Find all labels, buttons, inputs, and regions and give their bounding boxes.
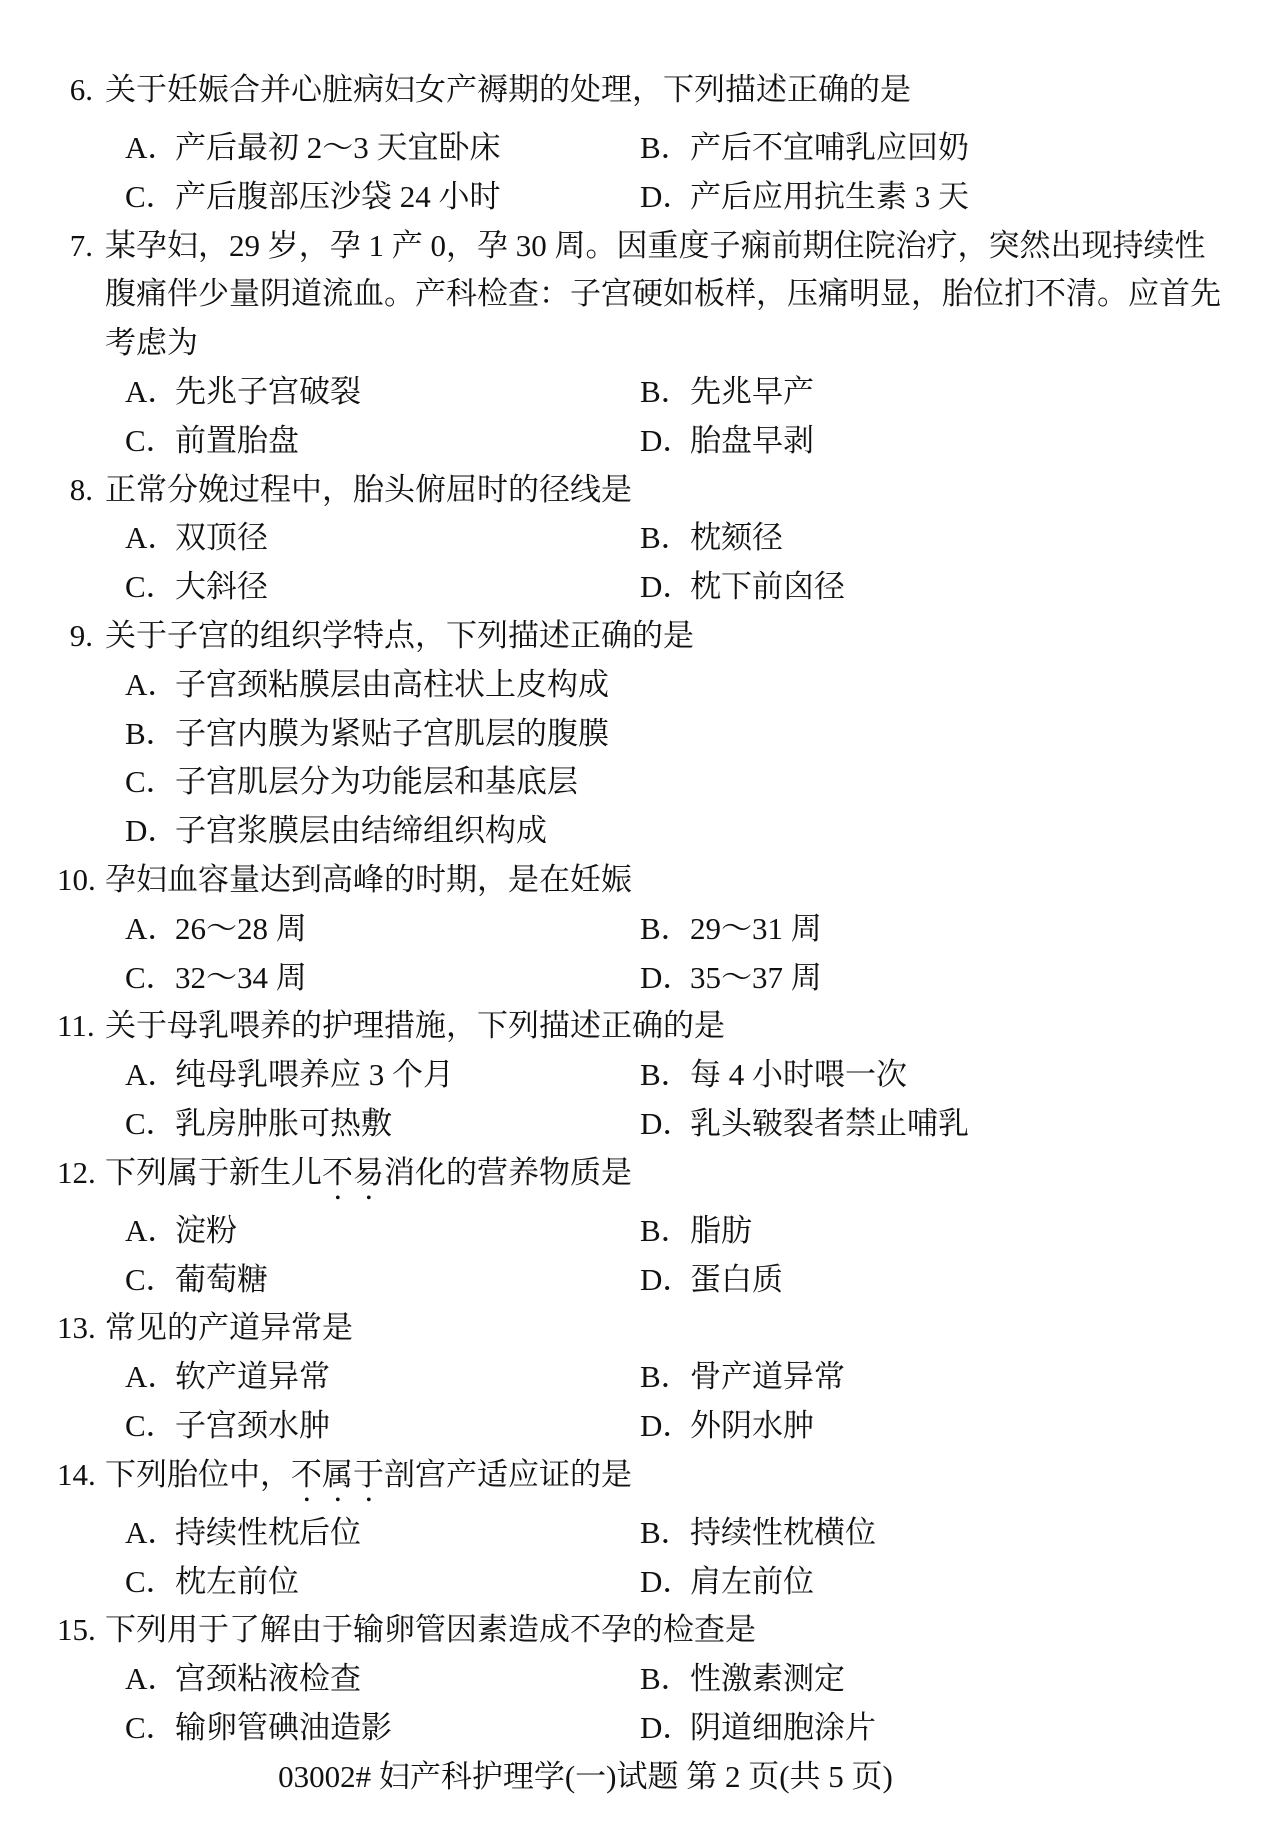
options	[125, 368, 1194, 466]
option-label: C．	[125, 1563, 177, 1599]
question-14	[57, 1451, 1194, 1607]
question-number: 15.	[57, 1612, 96, 1648]
option-label: B．	[640, 520, 692, 556]
option-text: 输卵管碘油造影	[175, 1709, 392, 1745]
option-c	[125, 1704, 640, 1753]
option-label: A．	[125, 1661, 179, 1697]
option-label: B．	[640, 910, 692, 946]
option-text: 产后最初 2～3 天宜卧床	[175, 130, 501, 165]
option-label: C．	[125, 1407, 177, 1443]
option-b	[640, 905, 1194, 954]
option-d	[640, 1558, 1194, 1607]
option-text: 枕颏径	[690, 520, 783, 556]
option-b	[640, 124, 1194, 173]
option-label: B．	[640, 1359, 692, 1395]
question-7	[57, 222, 1221, 466]
option-label: C．	[125, 569, 177, 605]
question-stem: 关于子宫的组织学特点，下列描述正确的是	[105, 617, 694, 653]
option-label: D．	[640, 959, 694, 995]
option-text: 枕左前位	[175, 1563, 299, 1599]
question-number: 9.	[69, 617, 93, 653]
option-text: 子宫颈粘膜层由高柱状上皮构成	[175, 666, 609, 702]
option-d	[640, 1256, 1194, 1305]
option-text: 纯母乳喂养应 3 个月	[175, 1057, 454, 1093]
option-b	[640, 1051, 1194, 1100]
option-text: 双顶径	[175, 520, 268, 556]
option-text: 乳房肿胀可热敷	[175, 1105, 392, 1141]
emphasized-text: 不易	[322, 1154, 384, 1190]
option-c	[125, 954, 640, 1003]
option-b	[640, 1509, 1194, 1558]
option-label: B．	[640, 130, 692, 165]
options	[125, 124, 1194, 222]
option-text: 蛋白质	[690, 1261, 783, 1297]
option-d	[640, 954, 1194, 1003]
option-text: 32～34 周	[175, 959, 307, 995]
options	[125, 1655, 1194, 1753]
option-label: A．	[125, 1212, 179, 1248]
option-b	[640, 1655, 1194, 1704]
option-c	[125, 1402, 640, 1451]
options	[125, 1207, 1194, 1305]
option-b	[640, 1207, 1194, 1256]
option-label: D．	[640, 1563, 694, 1599]
options	[125, 1051, 1194, 1149]
option-d	[640, 1100, 1194, 1149]
option-text: 宫颈粘液检查	[175, 1661, 361, 1697]
question-stem: 孕妇血容量达到高峰的时期，是在妊娠	[105, 861, 632, 897]
option-text: 肩左前位	[690, 1563, 814, 1599]
question-number: 8.	[69, 471, 93, 507]
option-text: 枕下前囟径	[690, 569, 845, 605]
option-label: D．	[125, 813, 179, 849]
option-c	[125, 1558, 640, 1607]
question-number: 12.	[57, 1154, 96, 1190]
option-b	[640, 368, 1194, 417]
question-number: 13.	[57, 1310, 96, 1346]
question-number: 6.	[69, 72, 93, 107]
option-c	[125, 417, 640, 466]
option-label: C．	[125, 1261, 177, 1297]
option-a	[125, 661, 1194, 710]
option-text: 产后不宜哺乳应回奶	[690, 130, 969, 165]
option-text: 胎盘早剥	[690, 422, 814, 458]
option-a	[125, 1509, 640, 1558]
option-d	[640, 563, 1194, 612]
option-d	[640, 1704, 1194, 1753]
option-d	[640, 173, 1194, 222]
option-text: 先兆子宫破裂	[175, 373, 361, 409]
option-text: 大斜径	[175, 569, 268, 605]
option-d	[640, 417, 1194, 466]
question-10	[57, 856, 1194, 1002]
options	[125, 1509, 1194, 1607]
option-a	[125, 1655, 640, 1704]
question-stem: 下列用于了解由于输卵管因素造成不孕的检查是	[105, 1612, 756, 1648]
options	[125, 514, 1194, 612]
option-text: 软产道异常	[175, 1359, 330, 1395]
question-stem: 关于母乳喂养的护理措施，下列描述正确的是	[105, 1008, 725, 1044]
option-label: C．	[125, 178, 177, 214]
option-b	[640, 514, 1194, 563]
option-text: 前置胎盘	[175, 422, 299, 458]
option-text: 持续性枕横位	[690, 1514, 876, 1550]
option-text: 阴道细胞涂片	[690, 1709, 876, 1745]
option-label: C．	[125, 422, 177, 458]
question-11	[57, 1002, 1194, 1148]
options	[125, 1353, 1194, 1451]
question-stem: 关于妊娠合并心脏病妇女产褥期的处理，下列描述正确的是	[105, 72, 911, 107]
option-label: B．	[640, 1661, 692, 1697]
option-a	[125, 1207, 640, 1256]
option-text: 35～37 周	[690, 959, 822, 995]
option-c	[125, 1256, 640, 1305]
option-text: 产后腹部压沙袋 24 小时	[175, 178, 501, 214]
question-stem: 正常分娩过程中，胎头俯屈时的径线是	[105, 471, 632, 507]
question-13	[57, 1304, 1194, 1450]
option-label: A．	[125, 373, 179, 409]
option-d	[640, 1402, 1194, 1451]
option-label: D．	[640, 1105, 694, 1141]
option-c	[125, 1100, 640, 1149]
question-stem: 常见的产道异常是	[105, 1310, 353, 1346]
option-label: A．	[125, 666, 179, 702]
question-6	[57, 66, 1194, 222]
question-number: 14.	[57, 1456, 96, 1492]
option-c	[125, 758, 1194, 807]
option-a	[125, 368, 640, 417]
option-label: D．	[640, 422, 694, 458]
option-a	[125, 1051, 640, 1100]
question-number: 10.	[57, 861, 96, 897]
option-label: C．	[125, 1105, 177, 1141]
option-label: B．	[640, 1212, 692, 1248]
option-label: A．	[125, 520, 179, 556]
option-a	[125, 514, 640, 563]
option-b	[640, 1353, 1194, 1402]
question-15	[57, 1606, 1194, 1752]
option-label: A．	[125, 910, 179, 946]
option-text: 乳头皲裂者禁止哺乳	[690, 1105, 969, 1141]
option-text: 葡萄糖	[175, 1261, 268, 1297]
option-c	[125, 563, 640, 612]
option-label: B．	[640, 1057, 692, 1093]
option-text: 子宫肌层分为功能层和基底层	[175, 764, 578, 800]
option-label: D．	[640, 1261, 694, 1297]
option-text: 性激素测定	[690, 1661, 845, 1697]
option-label: C．	[125, 1709, 177, 1745]
emphasized-text: 不属于	[291, 1456, 384, 1492]
question-stem: 某孕妇，29 岁，孕 1 产 0，孕 30 周。因重度子痫前期住院治疗，突然出现持续性	[105, 227, 1206, 263]
question-stem-continued: 腹痛伴少量阴道流血。产科检查：子宫硬如板样，压痛明显，胎位扪不清。应首先	[105, 276, 1221, 312]
question-stem-continued: 考虑为	[105, 325, 198, 361]
option-label: D．	[640, 178, 694, 214]
option-label: A．	[125, 1359, 179, 1395]
option-text: 子宫颈水肿	[175, 1407, 330, 1443]
option-text: 骨产道异常	[690, 1359, 845, 1395]
option-text: 脂肪	[690, 1212, 752, 1248]
option-c	[125, 173, 640, 222]
option-a	[125, 124, 640, 173]
option-label: B．	[640, 373, 692, 409]
option-label: D．	[640, 1709, 694, 1745]
option-label: B．	[640, 1514, 692, 1550]
question-12	[57, 1149, 1194, 1305]
option-label: C．	[125, 764, 177, 800]
option-text: 外阴水肿	[690, 1407, 814, 1443]
option-label: D．	[640, 569, 694, 605]
option-a	[125, 1353, 640, 1402]
option-text: 每 4 小时喂一次	[690, 1057, 907, 1093]
option-d	[125, 807, 1194, 856]
option-label: A．	[125, 1514, 179, 1550]
question-9	[57, 612, 1194, 856]
question-stem: 下列胎位中，不属于剖宫产适应证的是	[105, 1456, 632, 1492]
question-number: 11.	[57, 1008, 95, 1044]
options	[125, 905, 1194, 1003]
option-label: C．	[125, 959, 177, 995]
question-8	[57, 466, 1194, 612]
option-text: 淀粉	[175, 1212, 237, 1248]
option-text: 29～31 周	[690, 910, 822, 946]
option-text: 产后应用抗生素 3 天	[690, 178, 969, 214]
option-a	[125, 905, 640, 954]
option-b	[125, 710, 1194, 759]
question-stem: 下列属于新生儿不易消化的营养物质是	[105, 1154, 632, 1190]
option-text: 先兆早产	[690, 373, 814, 409]
option-text: 子宫浆膜层由结缔组织构成	[175, 813, 547, 849]
option-text: 子宫内膜为紧贴子宫肌层的腹膜	[175, 715, 609, 751]
options	[125, 661, 1194, 856]
option-label: D．	[640, 1407, 694, 1443]
page-footer: 03002# 妇产科护理学(一)试题 第 2 页(共 5 页)	[278, 1758, 893, 1794]
option-text: 持续性枕后位	[175, 1514, 361, 1550]
option-label: A．	[125, 130, 179, 165]
option-text: 26～28 周	[175, 910, 307, 946]
option-label: A．	[125, 1057, 179, 1093]
option-label: B．	[125, 715, 177, 751]
question-number: 7.	[69, 227, 93, 263]
